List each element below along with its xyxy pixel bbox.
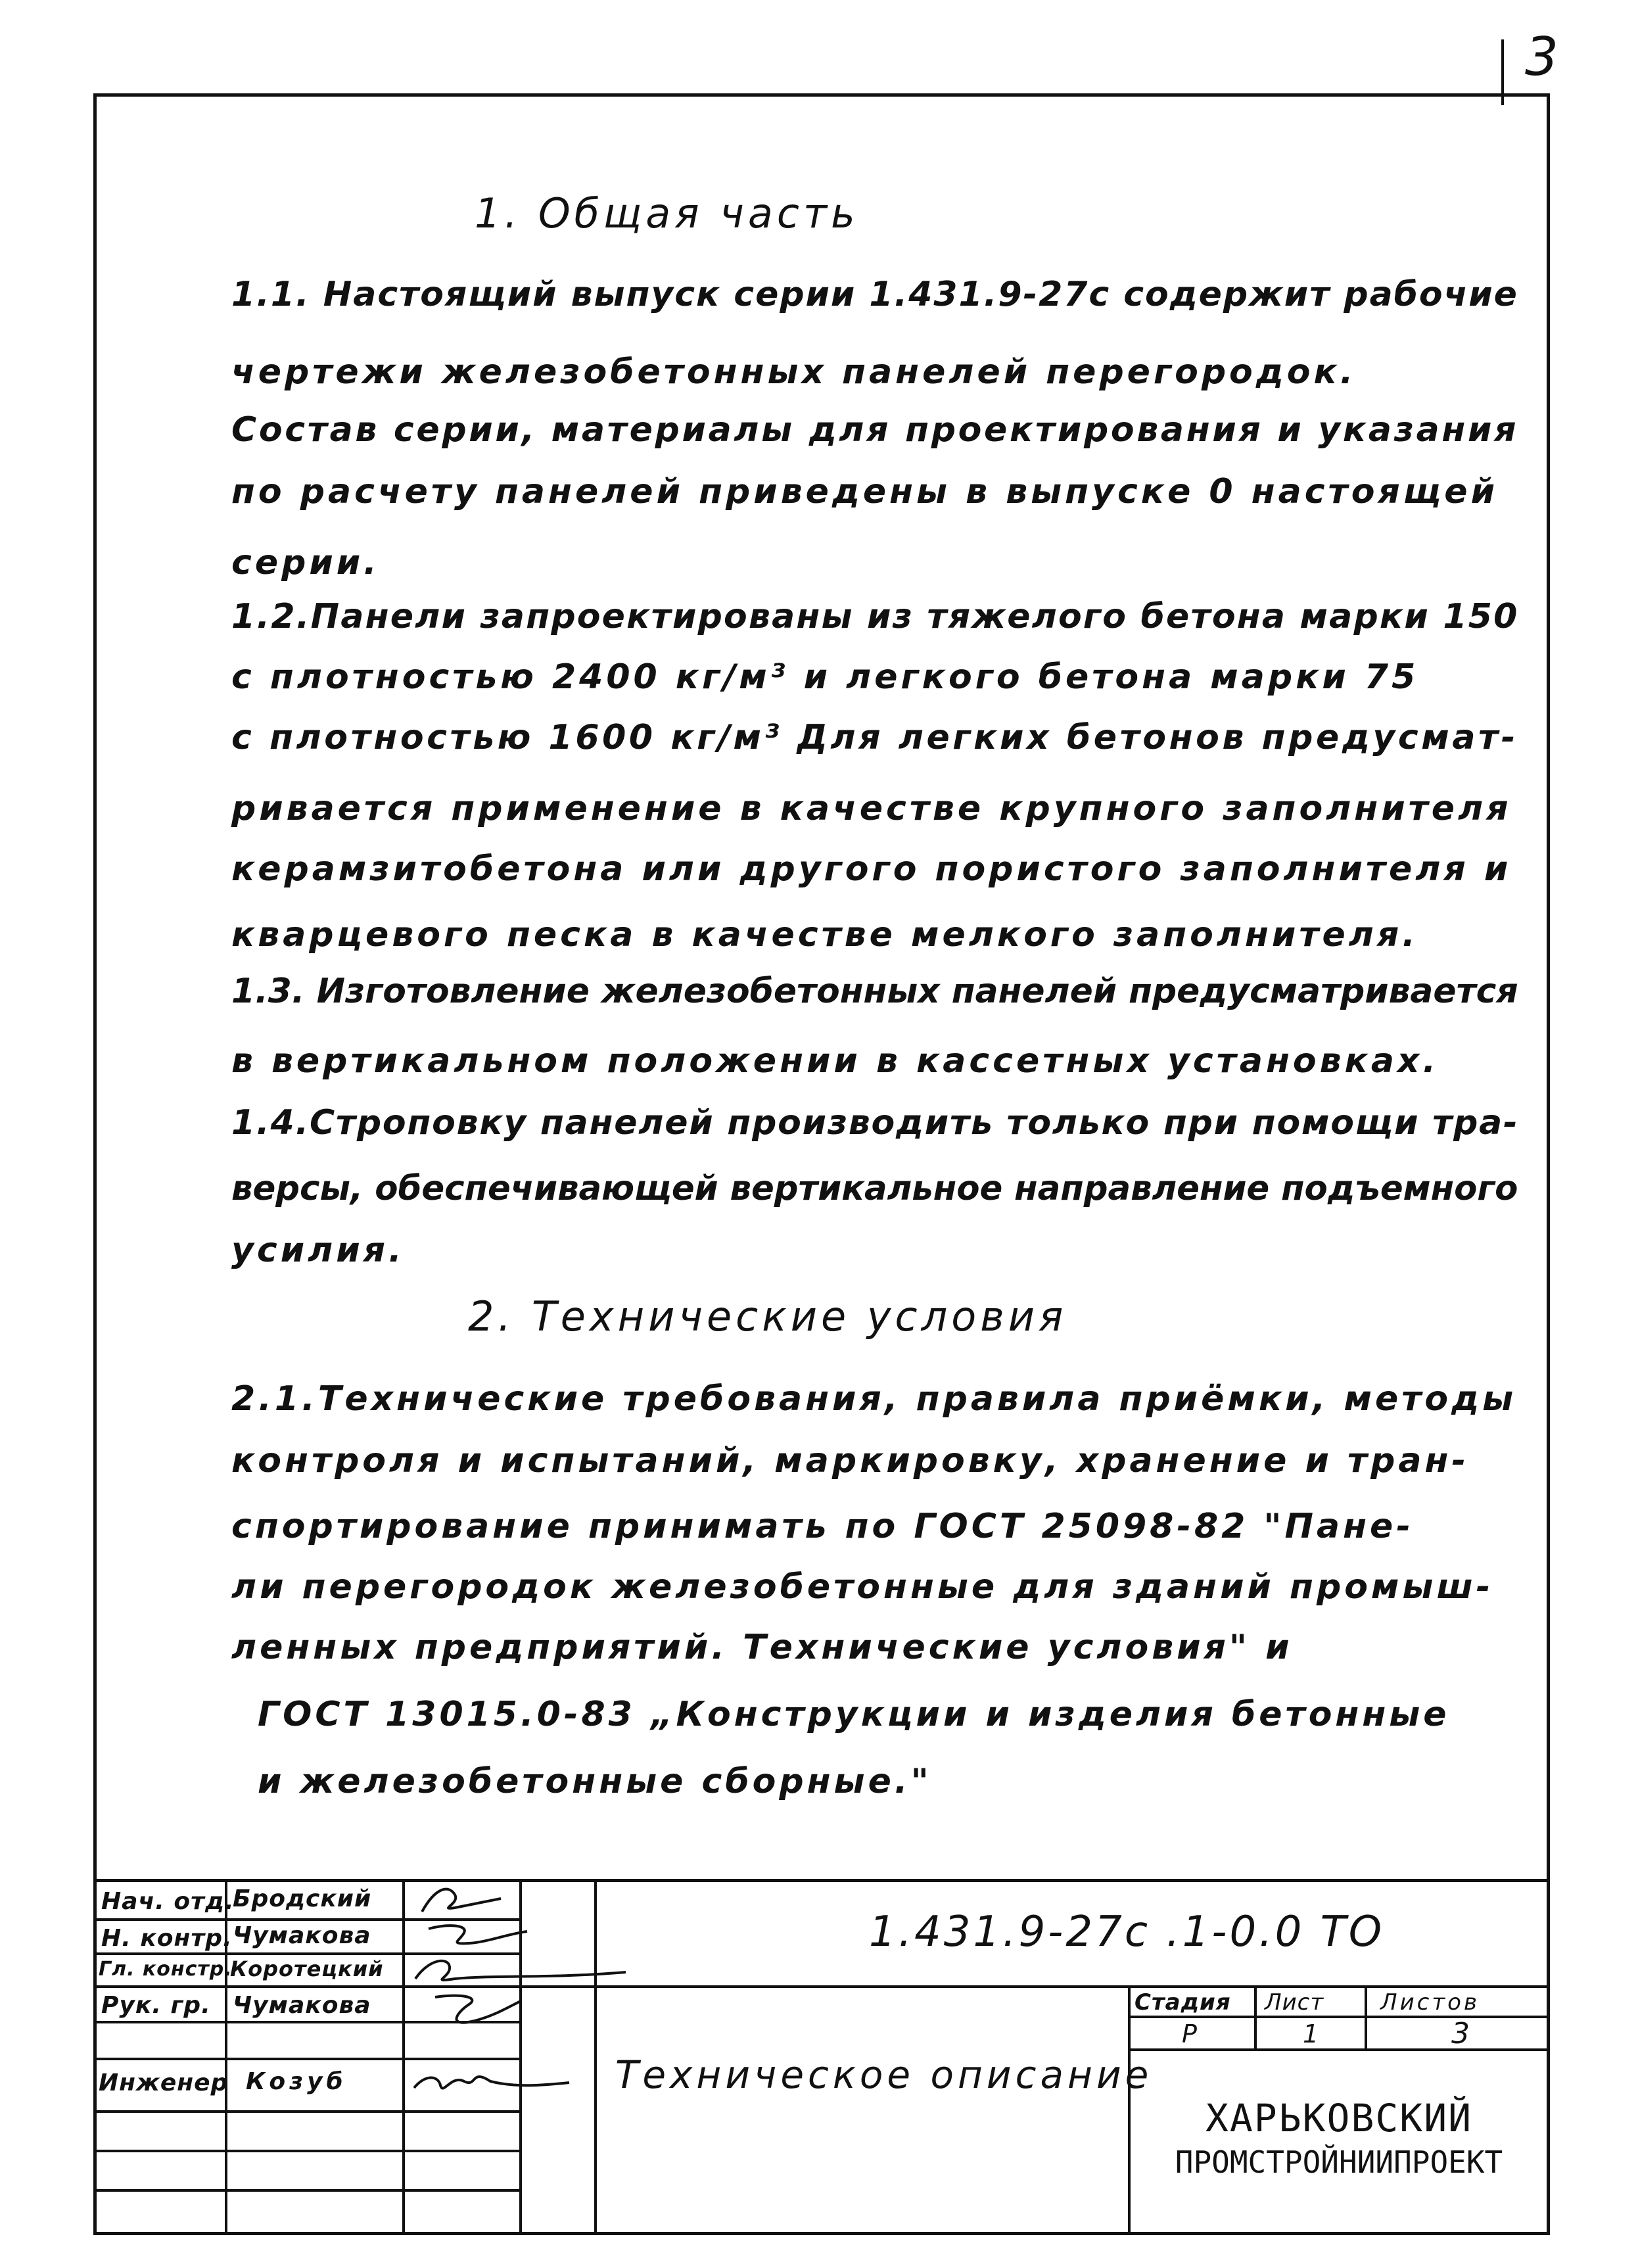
sheets-label: Листов — [1380, 1989, 1480, 2016]
stage-value: Р — [1182, 2020, 1198, 2048]
tb-line — [93, 2189, 521, 2192]
sheets-value: 3 — [1451, 2017, 1470, 2050]
text-line: и железобетонные сборные." — [258, 1762, 932, 1801]
text-line: с плотностью 1600 кг/м³ Для легких бетонов предусмат- — [231, 718, 1518, 757]
signature-image — [409, 1988, 540, 2058]
tb-line-top — [93, 1879, 1550, 1882]
role-label: Рук. гр. — [101, 1992, 211, 2019]
signatory-name: Чумакова — [233, 1922, 371, 1949]
tb-line — [93, 2058, 521, 2060]
text-line: Состав серии, материалы для проектирования и указания — [231, 410, 1519, 450]
organization-name-line2: ПРОМСТРОЙНИИПРОЕКТ — [1175, 2144, 1503, 2180]
organization-name-line1: ХАРЬКОВСКИЙ — [1205, 2096, 1473, 2140]
text-line: в вертикальном положении в кассетных установках. — [231, 1041, 1439, 1081]
signatory-name: Козуб — [246, 2068, 347, 2095]
text-line: 2.1.Технические требования, правила приёмки, методы — [231, 1379, 1517, 1419]
document-title: Техническое описание — [615, 2052, 1153, 2097]
stage-label: Стадия — [1135, 1989, 1231, 2016]
text-line: керамзитобетона или другого пористого заполнителя и — [231, 849, 1512, 889]
tb-line — [402, 1879, 405, 2235]
signature-image — [409, 1881, 521, 1918]
tb-line — [1365, 1985, 1367, 2051]
tb-line — [93, 1985, 1550, 1988]
text-line: 1.4.Строповку панелей производить только при помощи тра- — [231, 1103, 1519, 1143]
signatory-name: Чумакова — [233, 1992, 371, 2019]
signature-image — [405, 2062, 576, 2110]
text-line: усилия. — [231, 1231, 405, 1270]
text-line: 1.1. Настоящий выпуск серии 1.431.9-27с содержит рабочие — [231, 275, 1518, 314]
text-line: кварцевого песка в качестве мелкого заполнителя. — [231, 915, 1418, 955]
text-line: 1.3. Изготовление железобетонных панелей предусматривается — [231, 972, 1518, 1011]
text-line: ленных предприятий. Технические условия" и — [231, 1628, 1293, 1667]
tb-line — [93, 2150, 521, 2152]
page-number: 3 — [1525, 26, 1558, 87]
document-code: 1.431.9-27с .1-0.0 ТО — [869, 1908, 1385, 1956]
signatory-name: Коротецкий — [230, 1956, 384, 1981]
text-line: контроля и испытаний, маркировку, хранение и тран- — [231, 1441, 1469, 1480]
sheet-value: 1 — [1303, 2020, 1320, 2048]
tb-line — [1128, 2048, 1550, 2051]
text-line: серии. — [231, 543, 380, 582]
tb-line — [1254, 1985, 1257, 2051]
tb-line — [594, 1879, 597, 2235]
section-2-heading: 2. Технические условия — [468, 1292, 1067, 1340]
role-label: Инженер — [99, 2069, 229, 2096]
text-line: с плотностью 2400 кг/м³ и легкого бетона марки 75 — [231, 657, 1419, 697]
signature-image — [402, 1952, 639, 1992]
signatory-name: Бродский — [233, 1885, 372, 1912]
signature-image — [409, 1920, 540, 1955]
role-label: Гл. констр. — [99, 1958, 233, 1981]
tb-line — [1128, 1985, 1131, 2235]
text-line: чертежи железобетонных панелей перегородок. — [231, 352, 1357, 392]
role-label: Н. контр. — [101, 1925, 233, 1952]
role-label: Нач. отд. — [101, 1888, 235, 1915]
section-1-heading: 1. Общая часть — [475, 189, 859, 237]
text-line: по расчету панелей приведены в выпуске 0 настоящей — [231, 472, 1498, 511]
tb-line — [1128, 2016, 1550, 2018]
tb-line — [93, 2110, 521, 2113]
title-block — [93, 1879, 1550, 2235]
text-line: спортирование принимать по ГОСТ 25098-82 "Пане- — [231, 1507, 1414, 1546]
text-line: ли перегородок железобетонные для зданий промыш- — [231, 1567, 1494, 1607]
sheet-label: Лист — [1265, 1989, 1324, 2016]
text-line: 1.2.Панели запроектированы из тяжелого бетона марки 150 — [231, 597, 1519, 636]
text-line: ГОСТ 13015.0-83 „Конструкции и изделия бетонные — [258, 1695, 1450, 1734]
text-line: версы, обеспечивающей вертикальное направление подъемного — [231, 1169, 1518, 1208]
text-line: ривается применение в качестве крупного заполнителя — [231, 789, 1512, 828]
